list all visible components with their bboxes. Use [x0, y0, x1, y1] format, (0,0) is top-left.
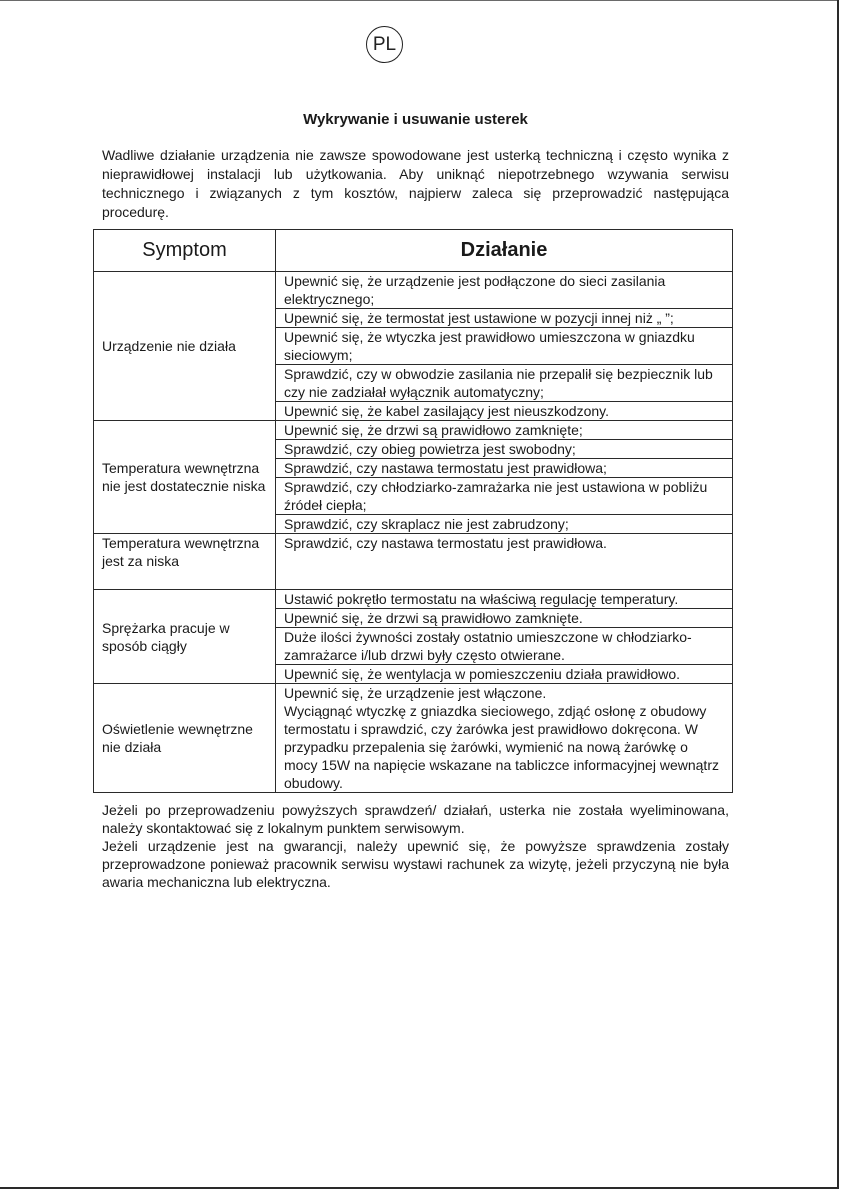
troubleshooting-table	[93, 229, 733, 793]
action-cell: Upewnić się, że termostat jest ustawione w pozycji innej niż „ ”;	[276, 309, 733, 328]
table-header-row	[94, 230, 733, 272]
action-cell: Sprawdzić, czy w obwodzie zasilania nie przepalił się bezpiecznik lub czy nie zadziałał wyłącznik automatyczny;	[276, 365, 733, 402]
footer-notes	[102, 801, 729, 891]
action-cell: Duże ilości żywności zostały ostatnio umieszczone w chłodziarko-zamrażarce i/lub drzwi były często otwierane.	[276, 628, 733, 665]
action-cell: Sprawdzić, czy nastawa termostatu jest prawidłowa.	[276, 534, 733, 590]
page-border-right	[837, 0, 839, 1189]
symptom-column-header: Symptom	[94, 230, 276, 272]
action-cell: Upewnić się, że wtyczka jest prawidłowo umieszczona w gniazdku sieciowym;	[276, 328, 733, 365]
symptom-cell: Oświetlenie wewnętrzne nie działa	[94, 684, 276, 793]
symptom-cell: Urządzenie nie działa	[94, 272, 276, 421]
page-border-bottom	[0, 1187, 839, 1189]
action-cell: Upewnić się, że urządzenie jest podłączone do sieci zasilania elektrycznego;	[276, 272, 733, 309]
action-cell: Upewnić się, że drzwi są prawidłowo zamknięte;	[276, 421, 733, 440]
table-row	[94, 534, 733, 590]
action-cell: Upewnić się, że wentylacja w pomieszczeniu działa prawidłowo.	[276, 665, 733, 684]
action-cell: Sprawdzić, czy chłodziarko-zamrażarka nie jest ustawiona w pobliżu źródeł ciepła;	[276, 478, 733, 515]
action-cell: Ustawić pokrętło termostatu na właściwą regulację temperatury.	[276, 590, 733, 609]
action-cell: Upewnić się, że kabel zasilający jest nieuszkodzony.	[276, 402, 733, 421]
table-row	[94, 590, 733, 609]
table-row	[94, 272, 733, 309]
action-cell: Upewnić się, że urządzenie jest włączone. Wyciągnąć wtyczkę z gniazdka sieciowego, zdjąć osłonę z obudowy termostatu i sprawdzić, czy żarówka jest prawidłowo dokręcona. W przypadku przepalenia się żarówki, wymienić na nową żarówkę o mocy 15W na napięcie wskazane na tabliczce informacyjnej wewnątrz obudowy.	[276, 684, 733, 793]
intro-paragraph: Wadliwe działanie urządzenia nie zawsze spowodowane jest usterką techniczną i często wynika z nieprawidłowej instalacji lub użytkowania. Aby uniknąć niepotrzebnego wzywania serwisu technicznego i związanych z tym kosztów, najpierw zaleca się przeprowadzić następująca procedurę.	[102, 147, 729, 220]
footer-paragraph: Jeżeli po przeprowadzeniu powyższych sprawdzeń/ działań, usterka nie została wyeliminowana, należy skontaktować się z lokalnym punktem serwisowym.	[102, 802, 729, 836]
language-badge: PL	[366, 26, 403, 63]
table-row	[94, 421, 733, 440]
action-cell: Upewnić się, że drzwi są prawidłowo zamknięte.	[276, 609, 733, 628]
symptom-cell: Temperatura wewnętrzna jest za niska	[94, 534, 276, 590]
symptom-cell: Sprężarka pracuje w sposób ciągły	[94, 590, 276, 684]
footer-paragraph: Jeżeli urządzenie jest na gwarancji, należy upewnić się, że powyższe sprawdzenia zostały przeprowadzone ponieważ pracownik serwisu wystawi rachunek za wizytę, jeżeli przyczyną nie była awaria mechaniczna lub elektryczna.	[102, 838, 729, 890]
symptom-cell: Temperatura wewnętrzna nie jest dostatecznie niska	[94, 421, 276, 534]
page-border-top	[0, 0, 838, 1]
page-title: Wykrywanie i usuwanie usterek	[303, 111, 528, 128]
action-cell: Sprawdzić, czy nastawa termostatu jest prawidłowa;	[276, 459, 733, 478]
table-row	[94, 684, 733, 793]
action-cell: Sprawdzić, czy skraplacz nie jest zabrudzony;	[276, 515, 733, 534]
action-cell: Sprawdzić, czy obieg powietrza jest swobodny;	[276, 440, 733, 459]
action-column-header: Działanie	[276, 230, 733, 272]
